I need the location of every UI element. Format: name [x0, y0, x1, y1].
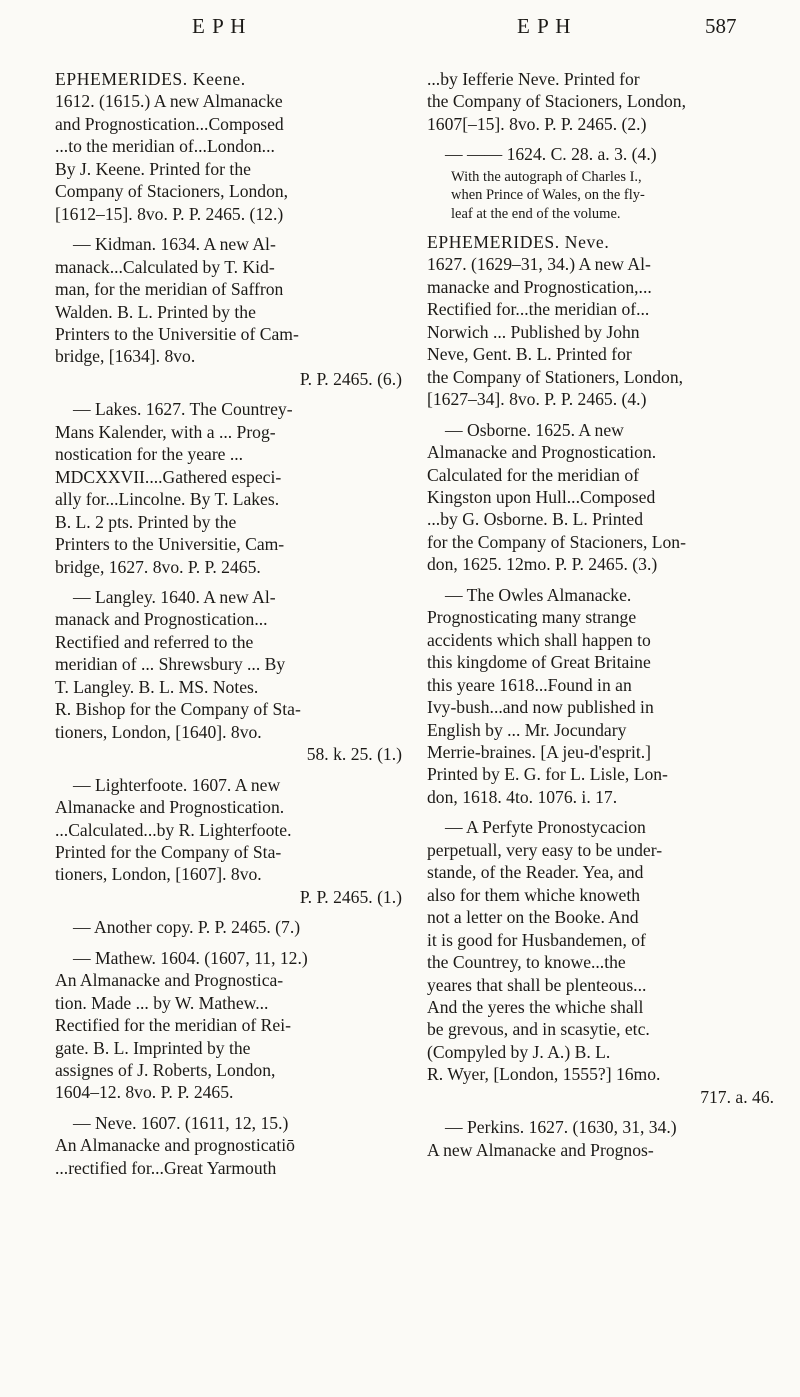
- entry-line: and Prognostication...Composed: [55, 113, 284, 134]
- entry-line: meridian of ... Shrewsbury ... By: [55, 654, 286, 675]
- entry-line: T. Langley. B. L. MS. Notes.: [55, 676, 259, 697]
- right-column: [427, 68, 774, 1169]
- entry-line: manacke and Prognostication,...: [427, 276, 652, 297]
- entry-line: R. Bishop for the Company of Sta-: [55, 699, 301, 720]
- entry-line: R. Wyer, [London, 1555?] 16mo.: [427, 1064, 661, 1085]
- entry-line: EPHEMERIDES. Keene.: [55, 69, 246, 89]
- entry-line: bridge, 1627. 8vo. P. P. 2465.: [55, 556, 261, 577]
- entry-line: manack and Prognostication...: [55, 609, 268, 630]
- entry-line: 1612. (1615.) A new Almanacke: [55, 91, 283, 112]
- entry-line: Printed by E. G. for L. Lisle, Lon-: [427, 764, 668, 785]
- entry-line: don, 1625. 12mo. P. P. 2465. (3.): [427, 554, 658, 575]
- entry-line: for the Company of Stacioners, Lon-: [427, 531, 686, 552]
- entry-line: By J. Keene. Printed for the: [55, 158, 251, 179]
- entry-line: — —— 1624. C. 28. a. 3. (4.): [445, 144, 657, 165]
- entry-neve-1627: [427, 231, 774, 411]
- entry-line: Rectified and referred to the: [55, 631, 254, 652]
- entry-line: — Another copy. P. P. 2465. (7.): [73, 917, 301, 938]
- entry-line: — The Owles Almanacke.: [445, 584, 632, 605]
- entry-line: nostication for the yeare ...: [55, 444, 244, 465]
- entry-line: B. L. 2 pts. Printed by the: [55, 511, 237, 532]
- entry-line: — Lighterfoote. 1607. A new: [73, 774, 281, 795]
- shelfmark: 717. a. 46.: [700, 1086, 774, 1107]
- entry-line: yeares that shall be plenteous...: [427, 974, 647, 995]
- entry-line: [1627–34]. 8vo. P. P. 2465. (4.): [427, 389, 647, 410]
- entry-line: ally for...Lincolne. By T. Lakes.: [55, 489, 280, 510]
- entry-line: man, for the meridian of Saffron: [55, 279, 284, 300]
- entry-lighterfoote: [55, 774, 402, 909]
- shelfmark: P. P. 2465. (6.): [299, 368, 402, 389]
- entry-neve-1624: [427, 143, 774, 223]
- entry-neve: [55, 1112, 402, 1179]
- entry-line: An Almanacke and Prognostica-: [55, 970, 284, 991]
- entry-line: — Langley. 1640. A new Al-: [73, 586, 276, 607]
- entry-line: stande, of the Reader. Yea, and: [427, 862, 644, 883]
- entry-line: MDCXXVII....Gathered especi-: [55, 466, 282, 487]
- entry-line: don, 1618. 4to. 1076. i. 17.: [427, 786, 618, 807]
- entry-line: — A Perfyte Pronostycacion: [445, 817, 646, 838]
- entry-line: the Countrey, to knowe...the: [427, 952, 626, 973]
- shelfmark: P. P. 2465. (1.): [299, 886, 402, 907]
- entry-line: Rectified for...the meridian of...: [427, 299, 650, 320]
- entry-line: — Perkins. 1627. (1630, 31, 34.): [445, 1117, 677, 1138]
- entry-osborne: [427, 419, 774, 576]
- entry-line: 1604–12. 8vo. P. P. 2465.: [55, 1082, 234, 1103]
- entry-keene: [55, 68, 402, 225]
- entry-line: it is good for Husbandemen, of: [427, 929, 646, 950]
- footnote: [427, 168, 774, 223]
- entry-line: Kingston upon Hull...Composed: [427, 487, 656, 508]
- entry-line: gate. B. L. Imprinted by the: [55, 1037, 251, 1058]
- entry-another-copy: [55, 916, 402, 938]
- shelfmark: 58. k. 25. (1.): [306, 744, 402, 765]
- entry-line: bridge, [1634]. 8vo.: [55, 346, 196, 367]
- entry-line: — Mathew. 1604. (1607, 11, 12.): [73, 947, 308, 968]
- entry-line: (Compyled by J. A.) B. L.: [427, 1041, 611, 1062]
- entry-line: Printers to the Universitie, Cam-: [55, 534, 285, 555]
- entry-perfyte: [427, 816, 774, 1108]
- entry-line: EPHEMERIDES. Neve.: [427, 232, 610, 253]
- entry-line: 1607[–15]. 8vo. P. P. 2465. (2.): [427, 113, 647, 134]
- entry-line: A new Almanacke and Prognos-: [427, 1139, 654, 1160]
- entry-line: Rectified for the meridian of Rei-: [55, 1015, 291, 1036]
- entry-line: And the yeres the whiche shall: [427, 996, 644, 1017]
- entry-line: — Neve. 1607. (1611, 12, 15.): [73, 1112, 289, 1133]
- entry-line: — Osborne. 1625. A new: [445, 419, 624, 440]
- entry-langley: [55, 586, 402, 766]
- entry-line: this yeare 1618...Found in an: [427, 674, 632, 695]
- left-column: [55, 68, 402, 1187]
- entry-line: [1612–15]. 8vo. P. P. 2465. (12.): [55, 203, 284, 224]
- entry-line: English by ... Mr. Jocundary: [427, 719, 627, 740]
- entry-line: tioners, London, [1607]. 8vo.: [55, 864, 262, 885]
- entry-kidman: [55, 233, 402, 390]
- entry-line: Neve, Gent. B. L. Printed for: [427, 344, 632, 365]
- note-line: With the autograph of Charles I.,: [451, 168, 642, 185]
- running-head-right: E P H: [517, 14, 572, 38]
- entry-line: — Lakes. 1627. The Countrey-: [73, 399, 293, 420]
- entry-line: also for them whiche knoweth: [427, 884, 641, 905]
- running-header: [0, 10, 800, 40]
- entry-lakes: [55, 398, 402, 578]
- entry-line: Mans Kalender, with a ... Prog-: [55, 421, 276, 442]
- entry-line: be grevous, and in scasytie, etc.: [427, 1019, 650, 1040]
- entry-line: ...Calculated...by R. Lighterfoote.: [55, 819, 292, 840]
- entry-line: Norwich ... Published by John: [427, 321, 640, 342]
- entry-perkins: [427, 1116, 774, 1161]
- entry-line: Almanacke and Prognostication.: [427, 442, 657, 463]
- entry-line: accidents which shall happen to: [427, 629, 651, 650]
- entry-line: tion. Made ... by W. Mathew...: [55, 992, 269, 1013]
- entry-line: Ivy-bush...and now published in: [427, 697, 654, 718]
- entry-line: Company of Stacioners, London,: [55, 181, 289, 202]
- entry-line: An Almanacke and prognosticatiō: [55, 1135, 295, 1156]
- entry-line: 1627. (1629–31, 34.) A new Al-: [427, 254, 651, 275]
- entry-line: ...to the meridian of...London...: [55, 136, 275, 157]
- entry-line: Merrie-braines. [A jeu-d'esprit.]: [427, 742, 651, 762]
- note-line: when Prince of Wales, on the fly-: [451, 187, 645, 204]
- entry-line: Walden. B. L. Printed by the: [55, 301, 256, 322]
- page-number: 587: [705, 14, 737, 38]
- entry-line: Printers to the Universitie of Cam-: [55, 323, 299, 344]
- entry-line: ...rectified for...Great Yarmouth: [55, 1157, 277, 1178]
- entry-line: perpetuall, very easy to be under-: [427, 839, 663, 860]
- entry-owles: [427, 584, 774, 809]
- entry-line: assignes of J. Roberts, London,: [55, 1060, 276, 1081]
- entry-line: manack...Calculated by T. Kid-: [55, 256, 275, 277]
- entry-line: Printed for the Company of Sta-: [55, 841, 282, 862]
- entry-line: this kingdome of Great Britaine: [427, 652, 651, 673]
- note-line: leaf at the end of the volume.: [451, 205, 621, 222]
- entry-line: not a letter on the Booke. And: [427, 907, 639, 928]
- entry-line: the Company of Stationers, London,: [427, 366, 684, 387]
- entry-line: ...by G. Osborne. B. L. Printed: [427, 509, 643, 530]
- entry-line: — Kidman. 1634. A new Al-: [73, 234, 276, 255]
- entry-line: Prognosticating many strange: [427, 607, 637, 628]
- entry-line: ...by Iefferie Neve. Printed for: [427, 69, 640, 89]
- running-head-left: E P H: [192, 14, 247, 38]
- entry-line: Calculated for the meridian of: [427, 464, 640, 485]
- entry-line: tioners, London, [1640]. 8vo.: [55, 721, 262, 742]
- entry-mathew: [55, 947, 402, 1104]
- entry-neve-continued: [427, 68, 774, 135]
- entry-line: the Company of Stacioners, London,: [427, 91, 686, 112]
- entry-line: Almanacke and Prognostication.: [55, 797, 285, 818]
